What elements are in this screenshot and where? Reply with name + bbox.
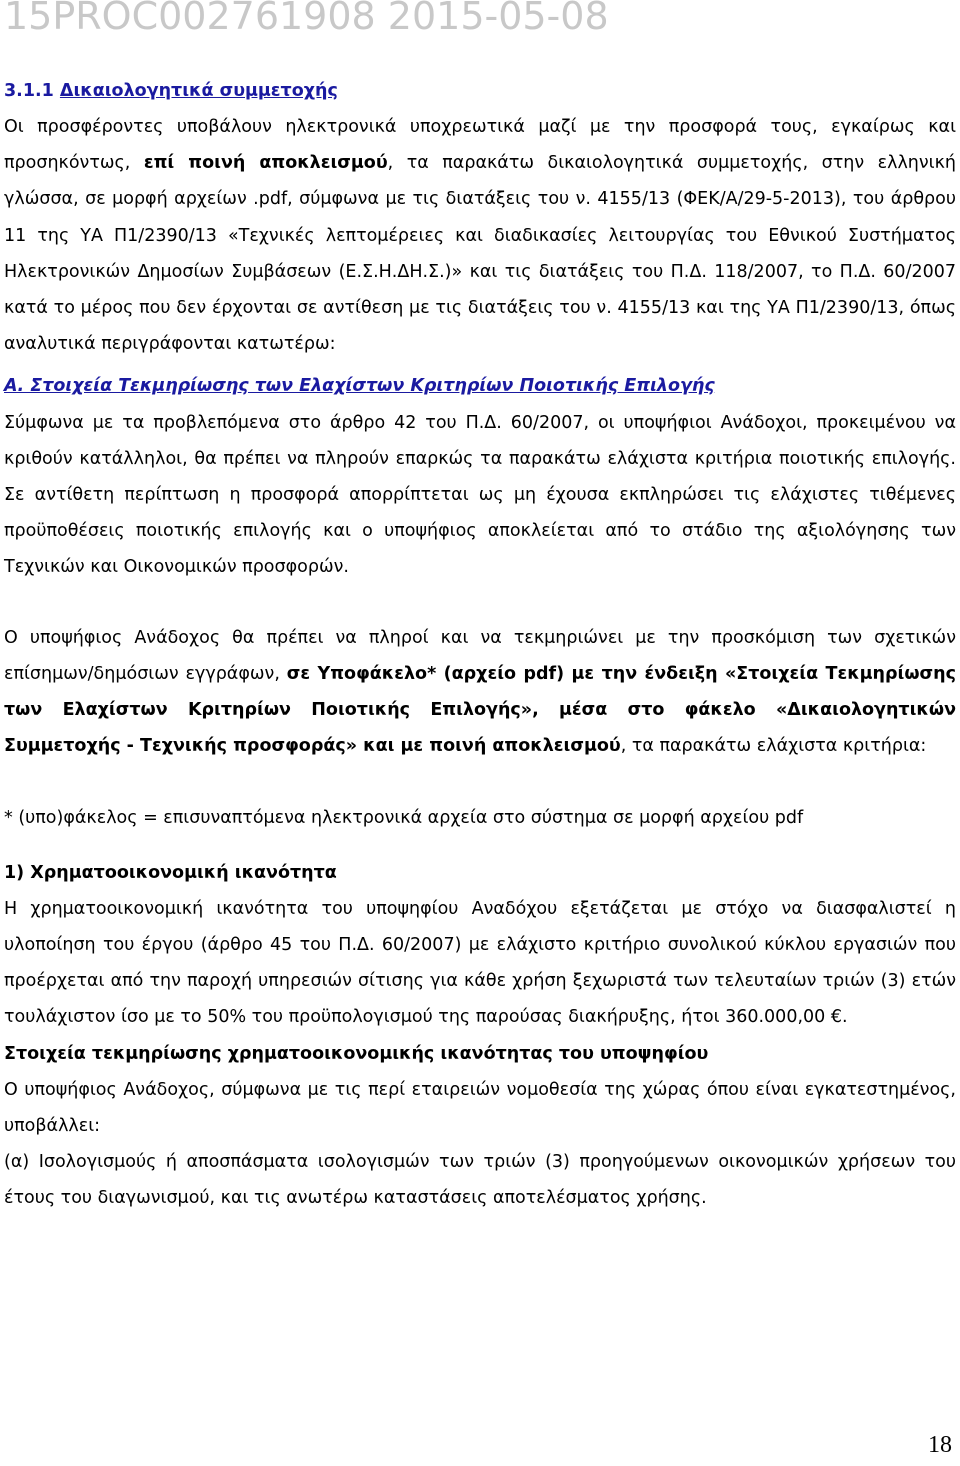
footnote-subfolder: * (υπο)φάκελος = επισυναπτόμενα ηλεκτρονικά αρχεία στο σύστημα σε μορφή αρχείου pdf <box>4 808 804 829</box>
paragraph-intro-c: , τα παρακάτω δικαιολογητικά συμμετοχής, στην ελληνική γλώσσα, σε μορφή αρχείων .pdf, σύμφωνα με τις διατάξεις του ν. 4155/13 (ΦΕΚ/Α/29-5-2013), του άρθρου 11 της ΥΑ Π1/2390/13 «Τεχνικές λεπτομέρειες και διαδικασίες λειτουργίας του Εθνικού Συστήματος Ηλεκτρονικών Δημοσίων Συμβάσεων (Ε.Σ.Η.ΔΗ.Σ.)» και τις διατάξεις του Π.Δ. 118/2007, το Π.Δ. 60/2007 κατά το μέρος που δεν έρχονται σε αντίθεση με τις διατάξεις του ν. 4155/13 και της ΥΑ Π1/2390/13, όπως αναλυτικά περιγράφονται κατωτέρω: <box>4 153 956 355</box>
paragraph-documentation-bold: σε Υποφάκελο* (αρχείο pdf) με την ένδειξη «Στοιχεία Τεκμηρίωσης των Ελαχίστων Κριτηρίων Ποιοτικής Επιλογής», μέσα στο φάκελο «Δικαιολογητικών Συμμετοχής - Τεχνικής προσφοράς» και με ποινή αποκλεισμού <box>4 663 956 757</box>
paragraph-intro <box>4 109 956 362</box>
paragraph-documentation-a: Ο υποψήφιος Ανάδοχος θα πρέπει να πληροί και να τεκμηριώνει με την προσκόμιση των σχετικών επίσημων/δημόσιων εγγράφων, <box>4 627 956 684</box>
paragraph-criteria: Σύμφωνα με τα προβλεπόμενα στο άρθρο 42 του Π.Δ. 60/2007, οι υποψήφιοι Ανάδοχοι, προκειμένου να κριθούν κατάλληλοι, θα πρέπει να πληρούν επαρκώς τα παρακάτω ελάχιστα κριτήρια ποιοτικής επιλογής. Σε αντίθετη περίπτωση η προσφορά απορρίπτεται ως μη έχουσα εκπληρώσει τις ελάχιστες τιθέμενες προϋποθέσεις ποιοτικής επιλογής και ο υποψήφιος αποκλείεται από το στάδιο της αξιολόγησης των Τεχνικών και Οικονομικών προσφορών. <box>4 412 956 578</box>
paragraph-financial-capacity: Η χρηματοοικονομική ικανότητα του υποψηφίου Αναδόχου εξετάζεται με στόχο να διασφαλιστεί η υλοποίηση του έργου (άρθρο 45 του Π.Δ. 60/2007) με ελάχιστο κριτήριο συνολικού κύκλου εργασιών που προέρχεται από την παροχή υπηρεσιών σίτισης για κάθε χρήση ξεχωριστά των τελευταίων τριών (3) ετών τουλάχιστον ίσο με το 50% του προϋπολογισμού της παρούσας διακήρυξης, ήτοι 360.000,00 €. <box>4 898 956 1028</box>
spacer <box>4 764 956 800</box>
document-body <box>4 73 956 1217</box>
paragraph-intro-bold: επί ποινή αποκλεισμού <box>143 153 388 174</box>
paragraph-documentation-c: , τα παρακάτω ελάχιστα κριτήρια: <box>620 736 927 757</box>
paragraph-candidate-submits: Ο υποψήφιος Ανάδοχος, σύμφωνα με τις περί εταιρειών νομοθεσία της χώρας όπου είναι εγκατεστημένος, υποβάλλει: <box>4 1079 956 1137</box>
paragraph-intro-a: Οι προσφέροντες υποβάλουν ηλεκτρονικά υποχρεωτικά μαζί με την προσφορά τους, εγκαίρως και προσηκόντως, <box>4 117 956 174</box>
subsection-a-heading: Α. Στοιχεία Τεκμηρίωσης των Ελαχίστων Κριτηρίων Ποιοτικής Επιλογής <box>4 376 715 397</box>
page-number: 18 <box>928 1432 952 1458</box>
subheading-financial-evidence: Στοιχεία τεκμηρίωσης χρηματοοικονομικής ικανότητας του υποψηφίου <box>4 1043 709 1064</box>
document-id-watermark: 15PROC002761908 2015-05-08 <box>4 0 609 38</box>
paragraph-balance-sheets: (α) Ισολογισμούς ή αποσπάσματα ισολογισμών των τριών (3) προηγούμενων οικονομικών χρήσεων του έτους του διαγωνισμού, και τις ανωτέρω καταστάσεις αποτελέσματος χρήσης. <box>4 1152 956 1209</box>
subheading-financial-capacity: 1) Χρηματοοικονομική ικανότητα <box>4 862 337 883</box>
spacer <box>4 837 956 855</box>
section-heading <box>4 73 956 109</box>
paragraph-documentation <box>4 620 956 765</box>
section-number: 3.1.1 <box>4 81 54 101</box>
spacer <box>4 586 956 620</box>
section-title: Δικαιολογητικά συμμετοχής <box>59 81 338 101</box>
